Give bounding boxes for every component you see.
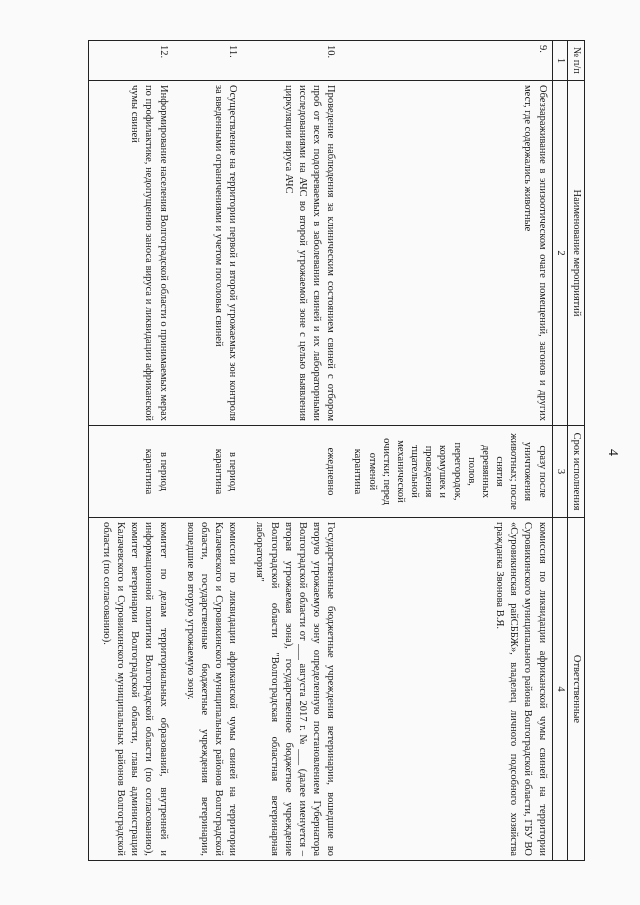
measure-term: в период карантина bbox=[88, 426, 172, 518]
table-header-row bbox=[567, 41, 584, 861]
row-number: 11. bbox=[173, 41, 243, 81]
measures-table bbox=[88, 40, 585, 861]
header-responsible: Ответственные bbox=[567, 518, 584, 861]
measure-responsible: комиссия по ликвидации африканской чумы свиней на территории Суровикинского муниципального района Волгоградской области, ГБУ ВО «Суровикинская райСББЖ», владелец личного подсобного хозяйства гражданка Звонова В.Я. bbox=[340, 518, 552, 861]
row-number: 12. bbox=[88, 41, 172, 81]
column-number: 1 bbox=[552, 41, 567, 81]
table-row bbox=[88, 41, 172, 861]
measure-name: Информирование населения Волгоградской области о принимаемых мерах по профилактике, недопущению заноса вируса и ликвидации африканской чумы свиней bbox=[88, 81, 172, 426]
measure-responsible: комитет по делам территориальных образований, внутренней и информационной политики Волгоградской области (по согласованию), комитет ветеринарии Волгоградской области, главы администрации Калачевского и Суровикинского муниципальных районов Волгоградской области (по согласованию). bbox=[88, 518, 172, 861]
header-term: Срок исполнения bbox=[567, 426, 584, 518]
header-name: Наименование мероприятий bbox=[567, 81, 584, 426]
table-row bbox=[340, 41, 552, 861]
table-row bbox=[242, 41, 340, 861]
measure-name: Осуществление на территории первой и второй угрожаемых зон контроля за введенными ограничениями и учетом поголовья свиней bbox=[173, 81, 243, 426]
measure-name: Обеззараживание в эпизоотическом очаге помещений, загонов и других мест, где содержались животные bbox=[340, 81, 552, 426]
column-number-row bbox=[552, 41, 567, 861]
measure-term: ежедневно bbox=[242, 426, 340, 518]
page-number: 4 bbox=[605, 449, 620, 456]
row-number: 10. bbox=[242, 41, 340, 81]
table-row bbox=[173, 41, 243, 861]
column-number: 2 bbox=[552, 81, 567, 426]
column-number: 4 bbox=[552, 518, 567, 861]
measure-term: сразу после уничтожения животных; после снятия деревянных полов, перегородок, кормушек и проведения тщательной механической очистки; перед отменой карантина bbox=[340, 426, 552, 518]
header-num: № п/п bbox=[567, 41, 584, 81]
measure-term: в период карантина bbox=[173, 426, 243, 518]
column-number: 3 bbox=[552, 426, 567, 518]
measure-name: Проведение наблюдения за клиническим состоянием свиней с отбором проб от всех подозреваемых в заболевании свиней и их лабораторными исследованиями на АЧС во второй угрожаемой зоне с целью выявления циркуляции вируса АЧС bbox=[242, 81, 340, 426]
measure-responsible: Государственные бюджетные учреждения ветеринарии, вошедшие во вторую угрожаемую зону определенную постановлением Губернатора Волгоградской области от ___ августа 2017 г. № ___ (далее именуется – вторая угрожаемая зона), государственное бюджетное учреждение Волгоградской области "Волгоградская областная ветеринарная лаборатория" bbox=[242, 518, 340, 861]
measure-responsible: комиссии по ликвидации африканской чумы свиней на территории Калачевского и Суровикинского муниципальных районов Волгоградской области, государственные бюджетные учреждения ветеринарии, вошедшие во вторую угрожаемую зону. bbox=[173, 518, 243, 861]
row-number: 9. bbox=[340, 41, 552, 81]
